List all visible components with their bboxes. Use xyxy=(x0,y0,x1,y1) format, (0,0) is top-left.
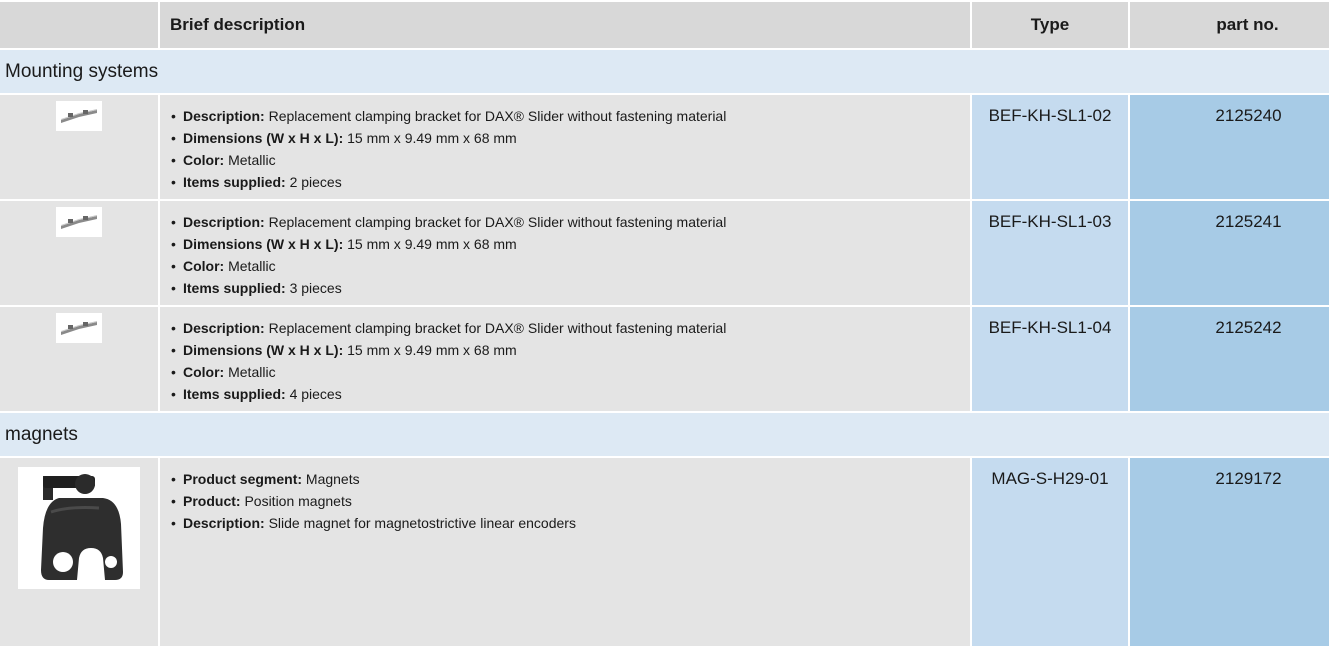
header-image-cell xyxy=(0,2,158,48)
description-cell xyxy=(160,307,970,411)
part-no-cell: 2125241 xyxy=(1130,201,1329,305)
group-title-mounting-systems: Mounting systems xyxy=(0,50,1329,93)
clamping-bracket-image[interactable] xyxy=(56,313,102,343)
type-cell: MAG-S-H29-01 xyxy=(972,458,1128,646)
header-brief-description: Brief description xyxy=(160,2,970,48)
spec-item: • Color: Metallic xyxy=(170,149,960,171)
spec-list xyxy=(170,105,960,193)
spec-item: • Description: Replacement clamping bracket for DAX® Slider without fastening material xyxy=(170,211,960,233)
clamping-bracket-image[interactable] xyxy=(56,101,102,131)
spec-list xyxy=(170,468,960,534)
slide-magnet-image[interactable] xyxy=(18,467,140,589)
spec-item: • Description: Replacement clamping bracket for DAX® Slider without fastening material xyxy=(170,317,960,339)
description-cell xyxy=(160,201,970,305)
product-image-cell xyxy=(0,307,158,411)
spec-list xyxy=(170,211,960,299)
spec-item: • Items supplied: 4 pieces xyxy=(170,383,960,405)
spec-item: • Items supplied: 2 pieces xyxy=(170,171,960,193)
product-image-cell xyxy=(0,458,158,646)
type-cell: BEF-KH-SL1-02 xyxy=(972,95,1128,199)
accessories-table xyxy=(0,2,1329,646)
spec-item: • Dimensions (W x H x L): 15 mm x 9.49 mm x 68 mm xyxy=(170,233,960,255)
part-no-cell: 2125242 xyxy=(1130,307,1329,411)
spec-item: • Color: Metallic xyxy=(170,255,960,277)
spec-item: • Color: Metallic xyxy=(170,361,960,383)
spec-item: • Description: Slide magnet for magnetostrictive linear encoders xyxy=(170,512,960,534)
type-cell: BEF-KH-SL1-03 xyxy=(972,201,1128,305)
spec-item: • Product: Position magnets xyxy=(170,490,960,512)
group-title-magnets: magnets xyxy=(0,413,1329,456)
part-no-cell: 2129172 xyxy=(1130,458,1329,646)
clamping-bracket-image[interactable] xyxy=(56,207,102,237)
spec-item: • Product segment: Magnets xyxy=(170,468,960,490)
header-part-no: part no. xyxy=(1130,2,1329,48)
spec-item: • Items supplied: 3 pieces xyxy=(170,277,960,299)
description-cell xyxy=(160,458,970,646)
spec-item: • Description: Replacement clamping bracket for DAX® Slider without fastening material xyxy=(170,105,960,127)
product-image-cell xyxy=(0,95,158,199)
description-cell xyxy=(160,95,970,199)
part-no-cell: 2125240 xyxy=(1130,95,1329,199)
product-image-cell xyxy=(0,201,158,305)
spec-item: • Dimensions (W x H x L): 15 mm x 9.49 mm x 68 mm xyxy=(170,127,960,149)
header-type: Type xyxy=(972,2,1128,48)
type-cell: BEF-KH-SL1-04 xyxy=(972,307,1128,411)
spec-list xyxy=(170,317,960,405)
spec-item: • Dimensions (W x H x L): 15 mm x 9.49 mm x 68 mm xyxy=(170,339,960,361)
